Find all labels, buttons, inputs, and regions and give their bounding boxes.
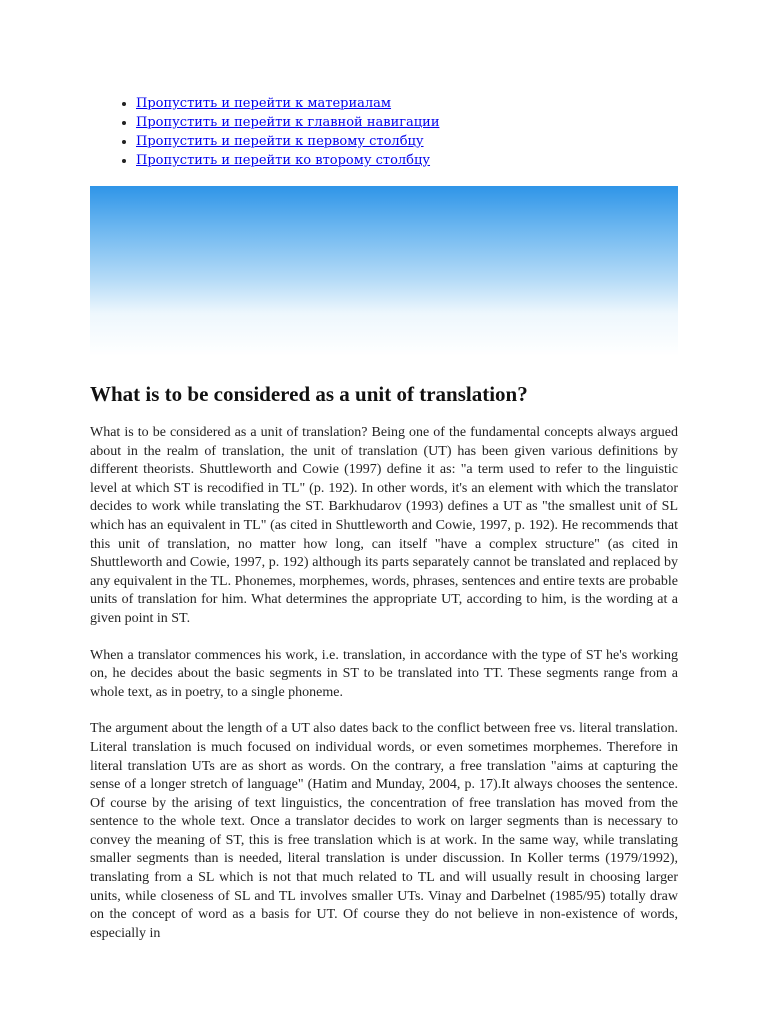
article-paragraph: The argument about the length of a UT also dates back to the conflict between free vs. literal translation. Literal translation is much focused on individual words, or even sometimes morphemes. Therefore in literal translation UTs are as short as words. On the contrary, a free translation "aims at capturing the sense of a longer stretch of language" (Hatim and Munday, 2004, p. 17).It always chooses the sentence. Of course by the arising of text linguistics, the concentration of free translation has moved from the sentence to the whole text. Once a translator decides to work on larger segments than is necessary to convey the meaning of ST, this is free translation which is at work. In the same way, while translating smaller segments than is needed, literal translation is under discussion. In Koller terms (1979/1992), translating from a SL which is not that much related to TL and will usually result in choosing larger units, while closeness of SL and TL involves smaller UTs. Vinay and Darbelnet (1985/95) totally draw on the concept of word as a basis for UT. Of course they do not believe in non-existence of words, especially in [90,721,678,941]
article-title: What is to be considered as a unit of translation? [90,382,528,406]
skip-to-content-link[interactable]: Пропустить и перейти к материалам [136,96,392,111]
article-paragraph: When a translator commences his work, i.e. translation, in accordance with the type of ST he's working on, he decides about the basic segments in ST to be translated into TT. These segments range from a whole text, as in poetry, to a single phoneme. [90,647,678,700]
skip-to-second-column-link[interactable]: Пропустить и перейти ко второму столбцу [136,153,431,168]
skip-link-item [136,151,440,170]
header-banner [90,186,678,356]
article-body [90,424,678,961]
skip-link-item [136,94,440,113]
skip-to-first-column-link[interactable]: Пропустить и перейти к первому столбцу [136,134,424,149]
skip-link-item [136,113,440,132]
article-paragraph: What is to be considered as a unit of translation? Being one of the fundamental concepts always argued about in the realm of translation, the unit of translation (UT) has been given various definitions by different theorists. Shuttleworth and Cowie (1997) define it as: "a term used to refer to the linguistic level at which ST is recodified in TL" (p. 192). In other words, it's an element with which the translator decides to work while translating the ST. Barkhudarov (1993) defines a UT as "the smallest unit of SL which has an equivalent in TL" (as cited in Shuttleworth and Cowie, 1997, p. 192). He recommends that this unit of translation, no matter how long, can itself "have a complex structure" (as cited in Shuttleworth and Cowie, 1997, p. 192) although its parts separately cannot be translated and replaced by any equivalent in the TL. Phonemes, morphemes, words, phrases, sentences and entire texts are probable units of translation for him. What determines the appropriate UT, according to him, is the wording at a given point in ST. [90,425,678,626]
skip-to-main-navigation-link[interactable]: Пропустить и перейти к главной навигации [136,115,440,130]
skip-links-list [90,94,440,170]
skip-link-item [136,132,440,151]
